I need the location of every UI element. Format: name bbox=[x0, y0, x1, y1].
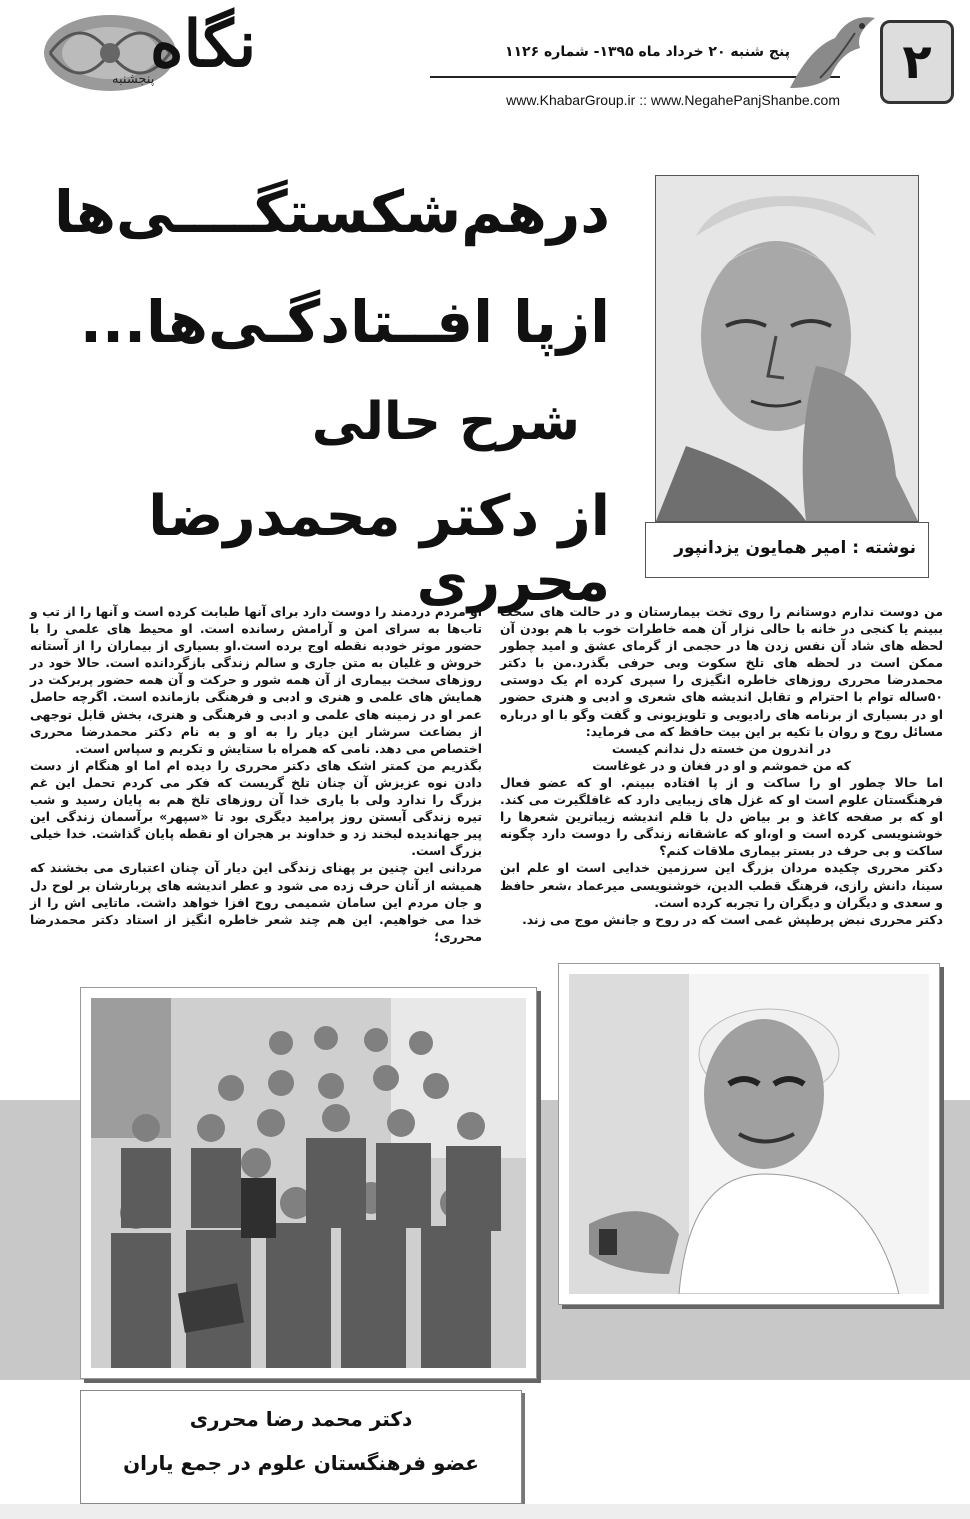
article-paragraph: دکتر محرری نبض پرطپش غمی است که در روح و جانش موج می زند. bbox=[522, 911, 943, 927]
article-paragraph: من دوست ندارم دوستانم را روی تخت بیمارستان و در حالت های سخت ببینم یا کنجی در خانه با حالی نزار آن همه خاطرات خوب با هم بودن آن لحظه های شاد آن نفس زدن ها در حجمی از گرمای عشق و امید چطور ممکن است در لحظه های تلخ سکوت وبی حرفی بگذرد.من با دکتر محمدرضا محرری روزهای خاطره انگیزی را سپری کرده ام یک دوستی ۵۰ساله توام با احترام و تقابل اندیشه های شعری و ادبی و هنری حضور او در بسیاری از برنامه های رادیویی و تلویزیونی و گفت وگو با او درباره مسائل روح و روان با تکیه بر این بیت حافظ که می فرماید: bbox=[500, 604, 943, 739]
photo-caption-box bbox=[80, 1390, 522, 1504]
issue-date-line: پنج شنبه ۲۰ خرداد ماه ۱۳۹۵- شماره ۱۱۲۶ bbox=[504, 44, 790, 60]
headline-line-3: شرح حالی bbox=[311, 392, 580, 452]
byline-box bbox=[645, 522, 929, 578]
photo-dr-moharreri bbox=[558, 963, 940, 1305]
poem-verse-2: که من خموشم و او در فغان و در غوغاست bbox=[592, 757, 851, 773]
newspaper-logo-subtitle: پنجشنبه bbox=[112, 72, 155, 87]
article-paragraph: بگذریم من کمتر اشک های دکتر محرری را دیده ام اما او هنگام از دست دادن نوه عزیزش آن چنان تلخ گریست که فکر می کردم تحمل این غم بزرگ را ندارد ولی با یاری خدا آن روزهای تلخ هم به پایان رسید و شب تیره زندگی آبستن روز پرامید دیگری بود تا «سپهر» برآسمان زندگی این پیر جهاندیده لبخند زد و خداوند بر هجران او نقطه پایان گذاشت. خدا خیلی بزرگ است. bbox=[30, 757, 482, 859]
article-column-right bbox=[500, 603, 943, 928]
article-paragraph: او مردم دردمند را دوست دارد برای آنها طبابت کرده است و آنها را از تب و تاب‌ها به سرای امن و آرامش رسانده است. او محیط های علمی را با حضور موثر خودبه نقطه اوج برده است.او بسیاری از بیماران را از آستانه خروش و غلیان به متن جاری و سالم زندگی بازگردانده است. حالا خود در روزهای سخت بیماری از آن همه شور و حرکت و آن همه حضور پربرکت در همایش های علمی و هنری و ادبی و فرهنگی بازمانده است. اگرچه حاصل عمر او در زمینه های علمی و ادبی و فرهنگی و هنری، بخش قابل توجهی از بضاعت سرشار این دیار را به او و به نام دکتر محمدرضا محرری اختصاص می دهد. نامی که همراه با ستایش و تکریم و سپاس است. bbox=[30, 604, 482, 756]
article-paragraph: دکتر محرری چکیده مردان بزرگ این سرزمین خدایی است او علم ابن سینا، دانش رازی، فرهنگ قطب الدین، خوشنویسی میرعماد ،شعر حافظ و سعدی و دیگران و دیگران را تجربه کرده است. bbox=[500, 860, 943, 910]
caption-line-1: دکتر محمد رضا محرری bbox=[189, 1407, 413, 1431]
headline-line-1: درهم‌شکستگــــی‌ها bbox=[53, 178, 610, 246]
poem-verse-1: در اندرون من خسته دل ندانم کیست bbox=[611, 740, 832, 756]
article-paragraph: اما حالا چطور او را ساکت و از پا افتاده ببینم. او که عضو فعال فرهنگستان علوم است او که غزل های زیبایی دارد که غافلگیرت می کند. او که بر صفحه کاغذ و بر بیاض دل با قلم اندیشه زیباترین شعرها را خوشنویسی کرده است و او،او که عاشقانه زندگی را دوست دارد چگونه ساکت و بی حرف در بستر بیماری ملاقات کنم؟ bbox=[500, 774, 943, 859]
website-line: www.KhabarGroup.ir :: www.NegahePanjShanbe.com bbox=[506, 92, 840, 108]
header-divider bbox=[430, 76, 840, 78]
group-photo bbox=[80, 987, 537, 1379]
portrait-photo-icon bbox=[656, 176, 918, 521]
page-number-badge: ۲ bbox=[880, 20, 954, 104]
newspaper-logo: نگاه bbox=[150, 7, 257, 82]
portrait-photo bbox=[655, 175, 919, 522]
headline-line-4: از دکتر محمدرضا محرری bbox=[148, 484, 610, 614]
bottom-strip bbox=[0, 1504, 970, 1519]
phoenix-ornament-icon bbox=[780, 8, 880, 98]
group-photo-icon bbox=[91, 998, 526, 1368]
caption-line-2: عضو فرهنگستان علوم در جمع یاران bbox=[123, 1451, 479, 1475]
headline-line-2: ازپا افــتادگـی‌ها... bbox=[79, 288, 610, 356]
author-byline: نوشته : امیر همایون یزدانپور bbox=[674, 538, 916, 558]
photo-elderly-man-icon bbox=[569, 974, 929, 1294]
article-paragraph: مردانی این چنین بر پهنای زندگی این دیار آن چنان اعتباری می بخشند که همیشه از آنان حرف زده می شود و عطر اندیشه های پربارشان بر لوح دل و جان مردم این سامان شمیمی روح افزا خواهد داشت. ماتایی اش را از خدا می خواهیم. این هم چند شعر خاطره انگیز از استاد دکتر محمدرضا محرری؛ bbox=[30, 860, 482, 944]
article-column-left bbox=[30, 603, 482, 945]
